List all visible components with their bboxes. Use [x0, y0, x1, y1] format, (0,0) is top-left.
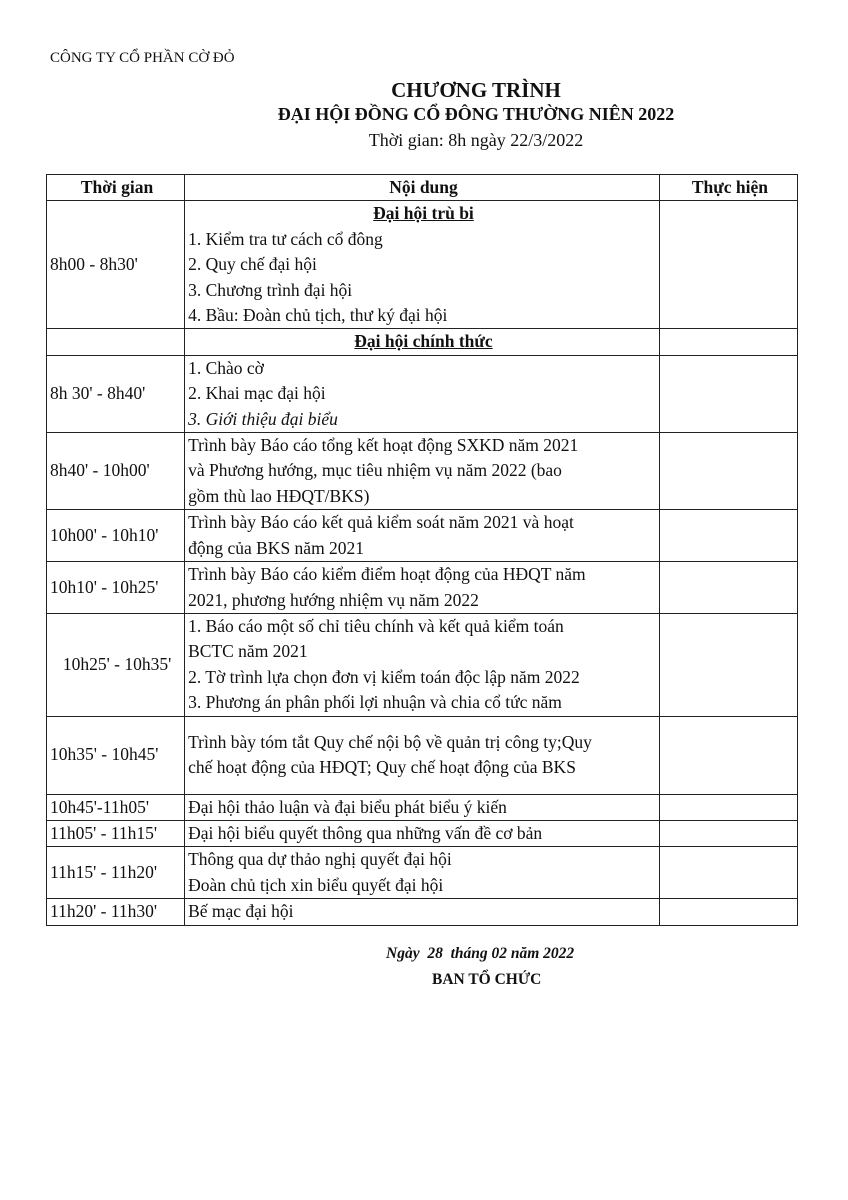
table-row: [47, 510, 798, 562]
content-line: động của BKS năm 2021: [188, 537, 365, 558]
content-line: 2021, phương hướng nhiệm vụ năm 2022: [188, 589, 479, 610]
performer-cell-empty: [659, 329, 797, 355]
performer-cell: [659, 562, 797, 614]
content-line: 4. Bầu: Đoàn chủ tịch, thư ký đại hội: [188, 305, 448, 326]
content-line: Bế mạc đại hội: [188, 901, 294, 922]
content-line: Thông qua dự thảo nghị quyết đại hội: [188, 849, 452, 870]
performer-cell: [659, 794, 797, 820]
time-cell: 8h 30' - 8h40': [47, 355, 185, 432]
section-heading-preparatory: Đại hội trù bi: [373, 203, 474, 224]
performer-cell: [659, 613, 797, 716]
content-cell: [185, 510, 660, 562]
performer-cell: [659, 847, 797, 899]
content-line: Đoàn chủ tịch xin biểu quyết đại hội: [188, 874, 444, 895]
content-line: 1. Báo cáo một số chỉ tiêu chính và kết quả kiểm toán: [188, 615, 564, 636]
table-row: [47, 899, 798, 925]
content-line: và Phương hướng, mục tiêu nhiệm vụ năm 2022 (bao: [188, 460, 562, 481]
table-header-row: [47, 175, 798, 201]
time-cell: 11h15' - 11h20': [47, 847, 185, 899]
meeting-time: Thời gian: 8h ngày 22/3/2022: [368, 130, 584, 150]
table-row: [47, 847, 798, 899]
time-cell: 11h20' - 11h30': [47, 899, 185, 925]
content-cell: [185, 794, 660, 820]
table-row: [47, 613, 798, 716]
performer-cell: [659, 510, 797, 562]
performer-cell: [659, 899, 797, 925]
content-line: chế hoạt động của HĐQT; Quy chế hoạt động của BKS: [188, 757, 576, 778]
content-line: BCTC năm 2021: [188, 641, 308, 662]
table-row: [47, 433, 798, 510]
content-line: 3. Giới thiệu đại biểu: [188, 408, 338, 429]
performer-cell: [659, 201, 797, 329]
content-line: 1. Chào cờ: [188, 357, 264, 378]
content-line: 2. Tờ trình lựa chọn đơn vị kiểm toán độc lập năm 2022: [188, 666, 580, 687]
content-line: gồm thù lao HĐQT/BKS): [188, 485, 370, 506]
table-row: [47, 355, 798, 432]
performer-cell: [659, 820, 797, 846]
column-header-content: Nội dung: [185, 175, 660, 201]
content-cell: [185, 847, 660, 899]
content-line: 2. Khai mạc đại hội: [188, 383, 326, 404]
time-cell: 11h05' - 11h15': [47, 820, 185, 846]
time-cell-empty: [47, 329, 185, 355]
table-row: [47, 820, 798, 846]
time-cell: 10h35' - 10h45': [47, 716, 185, 794]
table-row: [47, 716, 798, 794]
table-row: [47, 794, 798, 820]
column-header-time: Thời gian: [47, 175, 185, 201]
program-table: [46, 174, 798, 926]
document-title: CHƯƠNG TRÌNH: [391, 78, 561, 102]
content-line: Đại hội thảo luận và đại biểu phát biểu ý kiến: [188, 796, 507, 817]
content-line: Trình bày tóm tắt Quy chế nội bộ về quản trị công ty;Quy: [188, 731, 592, 752]
section-heading-official: Đại hội chính thức: [185, 329, 660, 355]
content-line: 3. Phương án phân phối lợi nhuận và chia cổ tức năm: [188, 692, 562, 713]
content-cell: [185, 716, 660, 794]
content-cell: [185, 201, 660, 329]
content-cell: [185, 613, 660, 716]
organizer-label: BAN TỔ CHỨC: [432, 971, 542, 988]
content-cell: [185, 355, 660, 432]
performer-cell: [659, 433, 797, 510]
table-row: [47, 201, 798, 329]
time-cell: 8h00 - 8h30': [47, 201, 185, 329]
performer-cell: [659, 716, 797, 794]
content-cell: [185, 562, 660, 614]
content-line: 2. Quy chế đại hội: [188, 254, 317, 275]
content-line: 1. Kiểm tra tư cách cổ đông: [188, 228, 383, 249]
section-row: [47, 329, 798, 355]
time-cell: 8h40' - 10h00': [47, 433, 185, 510]
content-line: Trình bày Báo cáo tổng kết hoạt động SXKD năm 2021: [188, 435, 579, 456]
column-header-performer: Thực hiện: [659, 175, 797, 201]
time-cell: 10h00' - 10h10': [47, 510, 185, 562]
document-subtitle: ĐẠI HỘI ĐỒNG CỔ ĐÔNG THƯỜNG NIÊN 2022: [277, 104, 675, 124]
content-line: Đại hội biểu quyết thông qua những vấn đề cơ bản: [188, 822, 543, 843]
content-line: Trình bày Báo cáo kiểm điểm hoạt động của HĐQT năm: [188, 564, 586, 585]
signature-date: Ngày 28 tháng 02 năm 2022: [386, 945, 575, 962]
performer-cell: [659, 355, 797, 432]
content-line: 3. Chương trình đại hội: [188, 279, 353, 300]
time-cell: 10h45'-11h05': [47, 794, 185, 820]
time-cell: 10h10' - 10h25': [47, 562, 185, 614]
content-cell: [185, 433, 660, 510]
company-name: CÔNG TY CỔ PHẦN CỜ ĐỎ: [50, 50, 235, 66]
time-cell: 10h25' - 10h35': [47, 613, 185, 716]
table-row: [47, 562, 798, 614]
content-cell: [185, 820, 660, 846]
content-line: Trình bày Báo cáo kết quả kiểm soát năm 2021 và hoạt: [188, 512, 574, 533]
content-cell: [185, 899, 660, 925]
